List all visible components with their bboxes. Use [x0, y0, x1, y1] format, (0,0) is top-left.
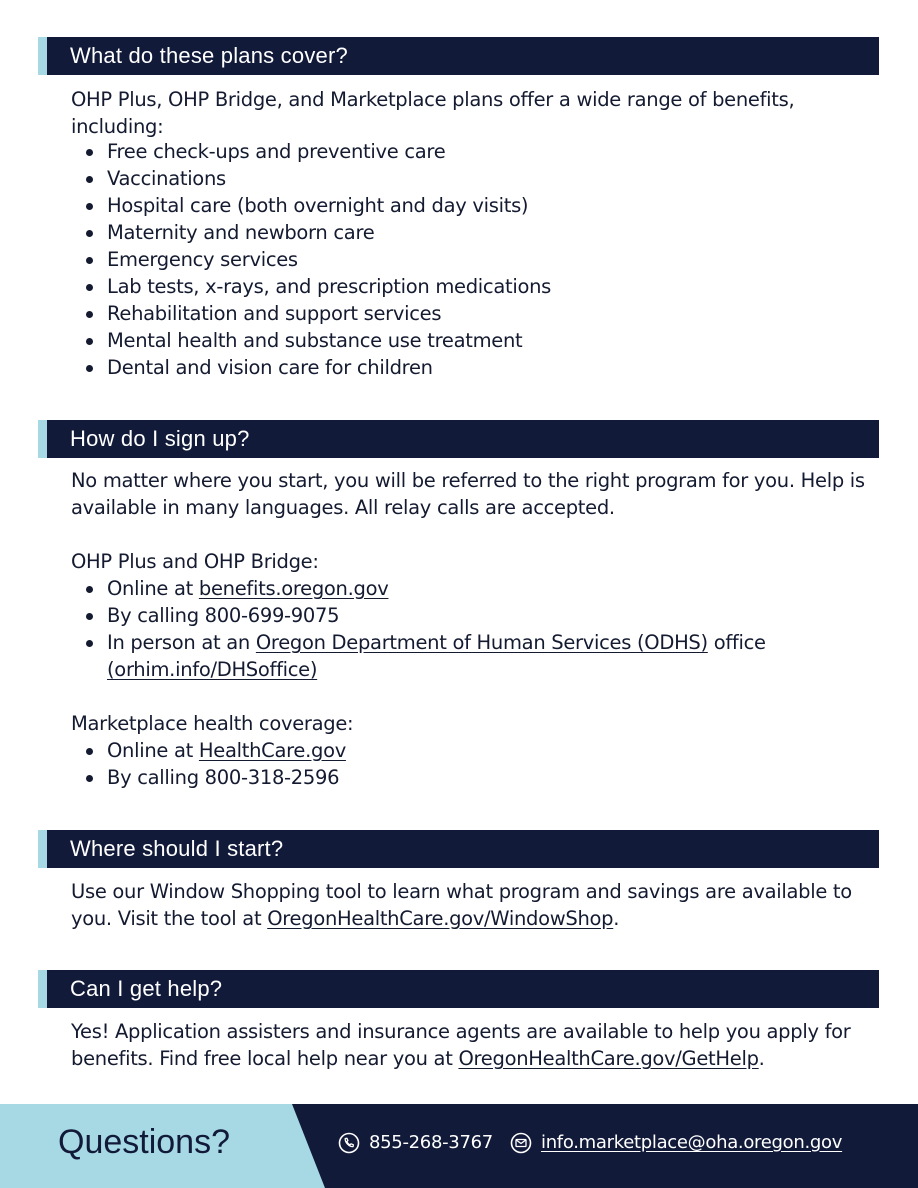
- header-accent: [38, 830, 47, 868]
- list-item: Dental and vision care for children: [71, 354, 551, 381]
- list-item: [71, 629, 886, 683]
- list-item: Free check-ups and preventive care: [71, 138, 551, 165]
- list-item: By calling 800-318-2596: [71, 764, 346, 791]
- benefits-oregon-link[interactable]: benefits.oregon.gov: [198, 577, 389, 600]
- marketplace-heading: Marketplace health coverage:: [71, 712, 354, 735]
- header-accent: [38, 970, 47, 1008]
- phone-number: 855-268-3767: [369, 1132, 493, 1153]
- item-text: Online at: [107, 739, 199, 762]
- list-item: [71, 737, 346, 764]
- ohp-signup-list: [71, 575, 886, 683]
- list-item: By calling 800-699-9075: [71, 602, 886, 629]
- list-item: [71, 575, 886, 602]
- footer-banner: [0, 1104, 918, 1188]
- where-start-text: [71, 878, 886, 932]
- get-help-link[interactable]: OregonHealthCare.gov/GetHelp: [458, 1047, 759, 1070]
- footer-email: [510, 1129, 842, 1157]
- section-header-plans-cover: [38, 37, 879, 75]
- marketplace-signup-list: [71, 737, 346, 791]
- section-title: Where should I start?: [70, 836, 284, 861]
- questions-heading: Questions?: [58, 1123, 230, 1161]
- section-title: Can I get help?: [70, 976, 223, 1001]
- paragraph-text: .: [613, 907, 620, 930]
- get-help-text: [71, 1018, 886, 1072]
- dhs-office-link[interactable]: (orhim.info/DHSoffice): [107, 658, 318, 681]
- section-header-sign-up: [38, 420, 879, 458]
- item-text: In person at an: [107, 631, 256, 654]
- list-item: Mental health and substance use treatment: [71, 327, 551, 354]
- list-item: Maternity and newborn care: [71, 219, 551, 246]
- section-title: How do I sign up?: [70, 426, 250, 451]
- odhs-link[interactable]: Oregon Department of Human Services (ODHS): [255, 631, 708, 654]
- list-item: Vaccinations: [71, 165, 551, 192]
- email-link[interactable]: info.marketplace@oha.oregon.gov: [541, 1132, 843, 1153]
- paragraph-text: Yes! Application assisters and insurance agents are available to help you apply for benefits. Find free local help near you at: [71, 1020, 851, 1070]
- item-text: office: [707, 631, 766, 654]
- paragraph-text: Use our Window Shopping tool to learn what program and savings are available to you. Visit the tool at: [71, 880, 852, 930]
- section-title: What do these plans cover?: [70, 43, 348, 68]
- list-item: Emergency services: [71, 246, 551, 273]
- section-header-where-start: [38, 830, 879, 868]
- email-icon: [510, 1132, 532, 1154]
- signup-intro: No matter where you start, you will be referred to the right program for you. Help is available in many languages. All relay calls are accepted.: [71, 469, 865, 519]
- item-text: Online at: [107, 577, 199, 600]
- ohp-heading: OHP Plus and OHP Bridge:: [71, 550, 319, 573]
- phone-icon: [338, 1132, 360, 1154]
- header-accent: [38, 420, 47, 458]
- plans-intro: OHP Plus, OHP Bridge, and Marketplace plans offer a wide range of benefits, including:: [71, 88, 795, 138]
- list-item: Hospital care (both overnight and day visits): [71, 192, 551, 219]
- footer-phone: [338, 1129, 493, 1157]
- paragraph-text: .: [758, 1047, 765, 1070]
- window-shop-link[interactable]: OregonHealthCare.gov/WindowShop: [267, 907, 614, 930]
- list-item: Rehabilitation and support services: [71, 300, 551, 327]
- healthcare-gov-link[interactable]: HealthCare.gov: [198, 739, 346, 762]
- list-item: Lab tests, x-rays, and prescription medications: [71, 273, 551, 300]
- section-header-get-help: [38, 970, 879, 1008]
- header-accent: [38, 37, 47, 75]
- benefits-list: [71, 138, 551, 381]
